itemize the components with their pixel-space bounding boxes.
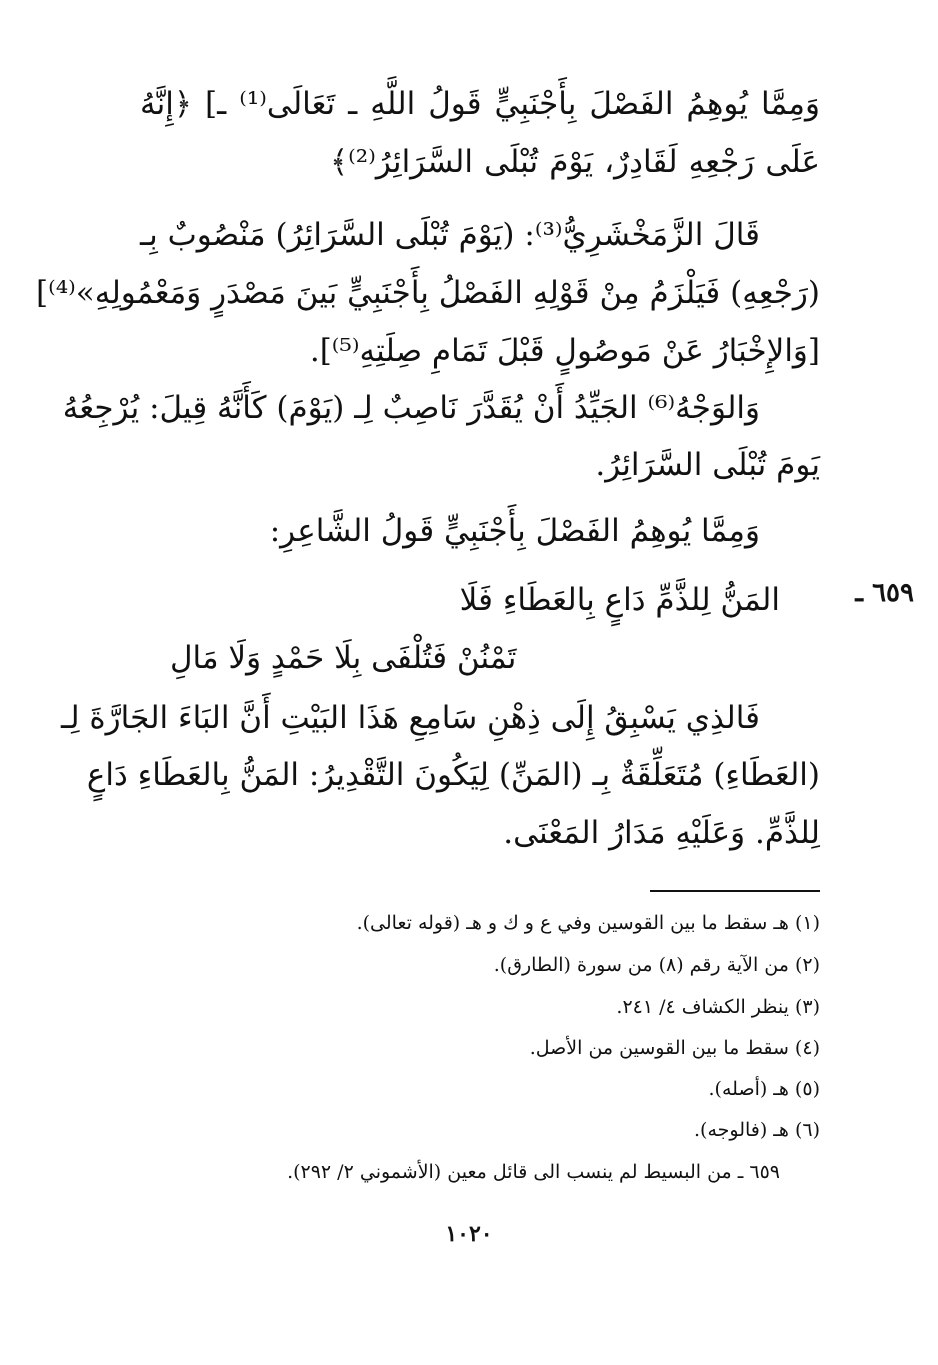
page-number: ١٠٢٠ [445, 1221, 493, 1247]
footnote: (٢) من الآية رقم (٨) من سورة (الطارق). [493, 954, 820, 976]
body-line: وَمِمَّا يُوهِمُ الفَصْلَ بِأَجْنَبِيٍّ قَولُ الشَّاعِرِ: [269, 513, 760, 549]
footnote: ٦٥٩ ـ من البسيط لم ينسب الى قائل معين (الأشموني ٢/ ٢٩٢). [287, 1161, 780, 1183]
footnote: (٦) هـ (فالوجه). [694, 1119, 820, 1141]
body-line: (العَطَاءِ) مُتَعَلِّقَةٌ بِـ (المَنِّ) لِيَكُونَ التَّقْدِيرُ: المَنُّ بِالعَطَاءِ دَاعٍ [86, 757, 820, 793]
body-line: وَمِمَّا يُوهِمُ الفَصْلَ بِأَجْنَبِيٍّ قَولُ اللَّهِ ـ تَعَالَى⁽¹⁾ ـ] ﴿إِنَّهُ [140, 86, 820, 122]
body-line: وَالوَجْهُ⁽⁶⁾ الجَيِّدُ أَنْ يُقَدَّرَ نَاصِبٌ لِـ (يَوْمَ) كَأَنَّهُ قِيلَ: يُرْجِعُهُ [62, 390, 760, 426]
body-line: (رَجْعِهِ) فَيَلْزَمُ مِنْ قَوْلِهِ الفَصْلُ بِأَجْنَبِيٍّ بَينَ مَصْدَرٍ وَمَعْمُولِهِ»⁽⁴⁾] [35, 275, 820, 311]
footnote-separator [650, 890, 820, 892]
body-line: يَومَ تُبْلَى السَّرَائِرُ. [595, 447, 820, 483]
body-line: [وَالإِخْبَارُ عَنْ مَوصُولٍ قَبْلَ تَمَامِ صِلَتِهِ⁽⁵⁾]. [309, 333, 820, 369]
body-line: فَالذِي يَسْبِقُ إِلَى ذِهْنِ سَامِعِ هَذَا البَيْتِ أَنَّ البَاءَ الجَارَّةَ لِـ [61, 700, 760, 736]
verse-hemistich-second: تَمْنُنْ فَتُلْفَى بِلَا حَمْدٍ وَلَا مَالِ [170, 640, 517, 676]
verse-number: ٦٥٩ ـ [855, 578, 914, 608]
verse-hemistich-first: المَنُّ لِلذَّمِّ دَاعٍ بِالعَطَاءِ فَلَا [459, 582, 780, 618]
footnote: (٥) هـ (أصله). [708, 1078, 820, 1100]
footnote: (٤) سقط ما بين القوسين من الأصل. [529, 1037, 820, 1059]
footnote: (٣) ينظر الكشاف ٤/ ٢٤١. [616, 996, 820, 1018]
body-line: قَالَ الزَّمَخْشَرِيُّ⁽³⁾: (يَوْمَ تُبْلَى السَّرَائِرُ) مَنْصُوبٌ بِـ [140, 217, 760, 253]
body-line: عَلَى رَجْعِهِ لَقَادِرٌ، يَوْمَ تُبْلَى السَّرَائِرُ⁽²⁾﴾ [330, 144, 820, 180]
footnote: (١) هـ سقط ما بين القوسين وفي ع و ك و هـ (قوله تعالى). [356, 912, 820, 934]
body-line: لِلذَّمِّ. وَعَلَيْهِ مَدَارُ المَعْنَى. [503, 815, 820, 851]
